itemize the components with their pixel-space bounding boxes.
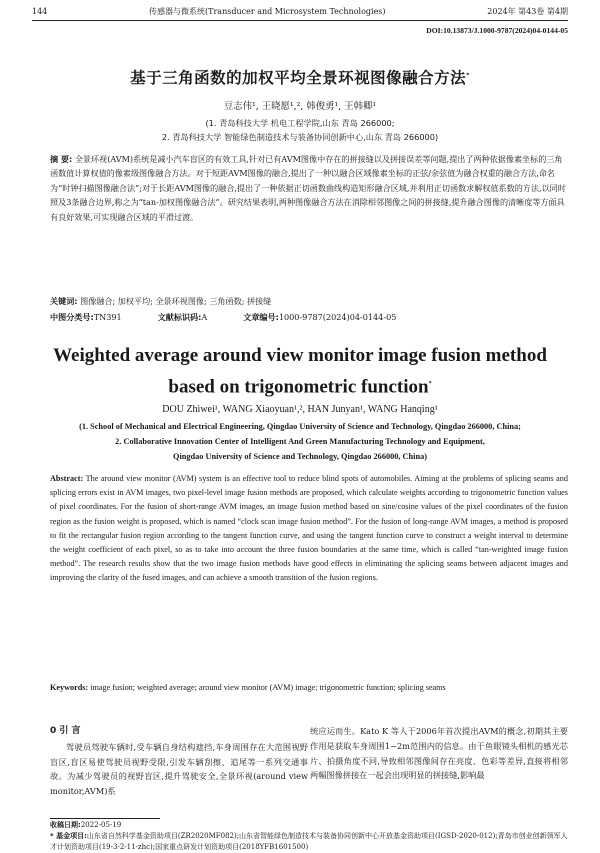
- document-code: 文献标识码:A: [157, 312, 208, 322]
- english-keywords-text: image fusion; weighted average; around view monitor (AVM) image; trigonometric function; splicing seams: [90, 683, 446, 692]
- chinese-keywords-text: 图像融合; 加权平均; 全景环视图像; 三角函数; 拼接缝: [80, 296, 272, 306]
- english-abstract-label: Abstract:: [50, 474, 84, 483]
- header-rule: [32, 20, 568, 21]
- english-affiliation-2: 2. Collaborative Innovation Center of Intelligent And Green Manufacturing Technology and Equipment,: [115, 437, 485, 446]
- chinese-authors: 豆志伟¹, 王晓愿¹,², 韩俊勇¹, 王韩卿¹: [223, 101, 377, 112]
- chinese-keywords-label: 关键词:: [50, 296, 78, 306]
- english-authors: DOU Zhiwei¹, WANG Xiaoyuan¹,², HAN Junyan¹, WANG Hanqing¹: [162, 404, 438, 415]
- running-head: [32, 4, 568, 18]
- chinese-abstract-label: 摘 要:: [50, 154, 73, 164]
- chinese-affiliation-1: (1. 青岛科技大学 机电工程学院,山东 青岛 266000;: [205, 118, 395, 128]
- chinese-affiliation-2: 2. 青岛科技大学 智能绿色制造技术与装备协同创新中心,山东 青岛 266000): [161, 132, 439, 142]
- chinese-abstract: [50, 152, 568, 224]
- english-title-mark: *: [428, 381, 432, 387]
- body-right-text: 统应运而生。Kato K 等人于2006年首次提出AVM的概念,初期其主要作用是获取车身周围1~2m范围内的信息。由于鱼眼镜头相机的感光芯片、拍摄角度不同,导致相邻图像间存在亮度、色彩等差异,直接将相邻两幅图像拼接在一起会出现明显的拼接缝,影响最: [310, 726, 568, 781]
- english-abstract-text: The around view monitor (AVM) system is an effective tool to reduce blind spots of automobiles. Aiming at the problems of splicing seams and splicing errors exist in AVM images, two pixel-level image fusion methods are proposed, which calculate weights according to trigonometric function values of pixel coordinates. For the fusion of short-range AVM images, an image fusion method based on sine/cosine values of the pixel coordinates of the fusion region as the fusion weight is proposed, which is named “clock scan image fusion method”. For the fusion of long-range AVM images, a method is proposed to fit the rectangular fusion region according to the tangent function curve, and using the tangent function curve to construct a weight interval to determine the weight coefficient of each pixel, so as to take into account the three fusion boundaries at the same time, which is called “tan-weighted image fusion method”. The research results show that the two image fusion methods have good effects in eliminating the splicing seams between adjacent images and improving the clarity of the fused images, and can achieve a smooth transition of the fusion regions.: [50, 474, 568, 583]
- english-affiliation-3: Qingdao University of Science and Technology, Qingdao 266000, China): [172, 452, 427, 461]
- footnote-rule: [50, 818, 160, 819]
- english-title: [32, 342, 568, 401]
- chinese-title-text: 基于三角函数的加权平均全景环视图像融合方法: [130, 69, 467, 87]
- issue-info: 2024年 第43卷 第4期: [487, 6, 568, 16]
- english-title-text: Weighted average around view monitor image fusion method based on trigonometric function: [53, 345, 547, 398]
- chinese-title: [32, 66, 568, 88]
- chinese-keywords: [50, 296, 568, 307]
- received-date: 收稿日期:2022-05-19: [50, 821, 122, 829]
- body-left-text: 驾驶员驾驶车辆时,受车辆自身结构遮挡,车身周围存在大范围视野盲区,盲区易使驾驶员视野受限,引发车辆刮擦、追尾等一系列交通事故。为减少驾驶员的视野盲区,提升驾驶安全,全景环视(around view monitor,AVM)系: [50, 741, 308, 797]
- english-keywords: [50, 681, 568, 695]
- doi: DOI:10.13873/J.1000-9787(2024)04-0144-05: [426, 26, 568, 35]
- footnote: [50, 820, 568, 853]
- journal-name: 传感器与微系统(Transducer and Microsystem Technologies): [149, 6, 386, 16]
- body-left-column: [50, 724, 308, 799]
- clc-number: 中图分类号:TN391: [50, 312, 122, 322]
- title-footnote-mark: *: [466, 71, 470, 79]
- chinese-abstract-text: 全景环视(AVM)系统是减小汽车盲区的有效工具,针对已有AVM图像中存在的拼接缝以及拼接误差等问题,提出了两种依据像素坐标的三角函数值计算权值的像素级图像融合方法。对于短距AVM图像的融合,提出了一种以融合区域像素坐标的正弦/余弦值为融合权重的融合方法,命名为“时钟扫描图像融合法”;对于长距AVM图像的融合,提出了一种依据正切函数曲线构造矩形融合区域,并利用正切函数求解权值系数的方法,以同时照及3条融合边界,称之为“tan-加权图像融合法”。研究结果表明,两种图像融合方法在消除相邻图像之间的拼接缝,提升融合图像的清晰度等方面具有良好效果,可实现融合区域的平滑过渡。: [50, 154, 566, 222]
- body-right-column: [310, 724, 568, 783]
- english-affiliation-1: (1. School of Mechanical and Electrical Engineering, Qingdao University of Science and Technology, Qingdao 266000, China;: [79, 422, 521, 431]
- page-number: 144: [32, 6, 48, 16]
- classification-row: [50, 312, 568, 323]
- english-abstract: [50, 472, 568, 586]
- fund-info: * 基金项目:山东省自然科学基金资助项目(ZR2020MF082);山东省智能绿色制造技术与装备协同创新中心开放基金资助项目(IGSD-2020-012);青岛市创业创新领军人才计划资助项目(19-3-2-11-zhc);国家重点研发计划资助项目(2018YFB1601500): [50, 832, 568, 851]
- article-number: 文章编号:1000-9787(2024)04-0144-05: [243, 312, 397, 322]
- section-heading: 0 引 言: [50, 726, 81, 736]
- english-keywords-label: Keywords:: [50, 683, 89, 692]
